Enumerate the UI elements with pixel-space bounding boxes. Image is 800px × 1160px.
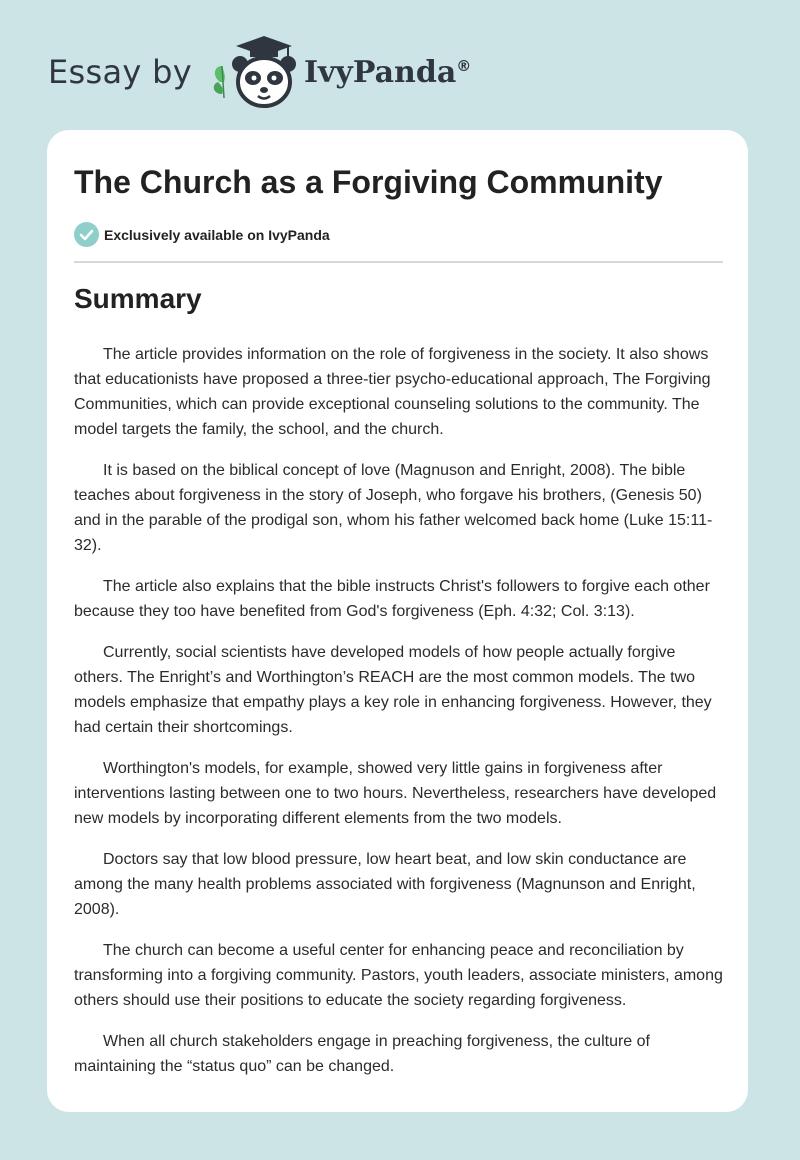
exclusive-badge <box>74 222 330 247</box>
paragraph: The church can become a useful center for enhancing peace and reconciliation by transforming into a forgiving community. Pastors, youth leaders, associate ministers, among others should use their positions to educate the society regarding forgiveness. <box>74 942 723 1009</box>
exclusive-label: Exclusively available on IvyPanda <box>104 226 330 243</box>
paragraph: The article provides information on the role of forgiveness in the society. It also shows that educationists have proposed a three-tier psycho-educational approach, The Forgiving Communities, which can provide exceptional counseling solutions to the community. The model targets the family, the school, and the church. <box>74 346 711 438</box>
paragraph: Doctors say that low blood pressure, low heart beat, and low skin conductance are among the many health problems associated with forgiveness (Magnunson and Enright, 2008). <box>74 851 696 918</box>
divider <box>74 261 723 263</box>
paragraph: When all church stakeholders engage in preaching forgiveness, the culture of maintaining the “status quo” can be changed. <box>74 1033 650 1075</box>
check-circle-icon <box>74 222 99 247</box>
essay-card <box>47 130 748 1112</box>
brand-header <box>48 32 471 112</box>
page-title: The Church as a Forgiving Community <box>74 164 663 200</box>
paragraph: It is based on the biblical concept of love (Magnuson and Enright, 2008). The bible teaches about forgiveness in the story of Joseph, who forgave his brothers, (Genesis 50) and in the parable of the prodigal son, whom his father welcomed back home (Luke 15:11-32). <box>74 462 713 554</box>
essay-by-label: Essay by <box>48 53 192 91</box>
section-heading: Summary <box>74 283 202 314</box>
paragraph: Worthington's models, for example, showed very little gains in forgiveness after interventions lasting between one to two hours. Nevertheless, researchers have developed new models by incorporating different elements from the two models. <box>74 760 717 827</box>
brand-name[interactable]: IvyPanda® <box>303 54 472 90</box>
paragraph: The article also explains that the bible instructs Christ's followers to forgive each other because they too have benefited from God's forgiveness (Eph. 4:32; Col. 3:13). <box>74 578 710 620</box>
summary-body <box>74 342 726 1095</box>
paragraph: Currently, social scientists have developed models of how people actually forgive others. The Enright’s and Worthington’s REACH are the most common models. The two models emphasize that empathy plays a key role in enhancing forgiveness. However, they had certain their shortcomings. <box>74 644 712 736</box>
panda-graduate-logo-icon <box>206 32 302 112</box>
